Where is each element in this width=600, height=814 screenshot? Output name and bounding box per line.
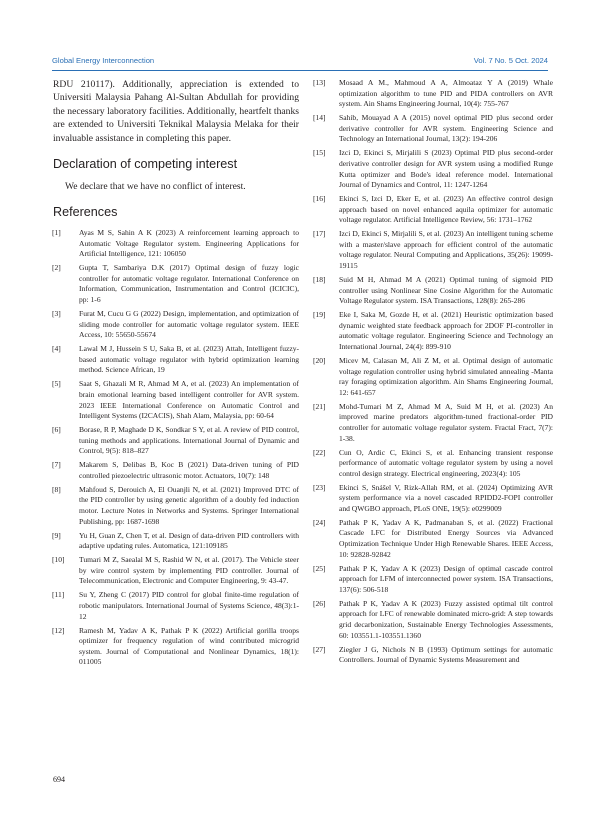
reference-number: [9] <box>52 530 61 540</box>
reference-text: Ayas M S, Sahin A K (2023) A reinforcement learning approach to Automatic Voltage Regulator system. Engineering Applications for Artificial Intelligence, 121: 106050 <box>79 228 299 259</box>
reference-item <box>313 518 553 560</box>
reference-text: Saat S, Ghazali M R, Ahmad M A, et al. (2023) An implementation of brain emotional learning based intelligent controller for AVR system. 2023 IEEE International Conference on Automatic Control and Intelligent Systems (I2CACIS), Shah Alam, Malaysia, pp: 60-64 <box>79 379 299 421</box>
reference-number: [16] <box>313 194 326 204</box>
reference-item <box>313 483 553 515</box>
reference-item <box>313 229 553 271</box>
reference-text: Eke I, Saka M, Gozde H, et al. (2021) Heuristic optimization based dynamic weighted state feedback approach for 2DOF PI-controller in automatic voltage regulator. Engineering Science and Technology an International Journal, 24(4): 899-910 <box>339 310 553 351</box>
reference-number: [13] <box>313 78 326 87</box>
reference-text: Mosaad A M., Mahmoud A A, Almoataz Y A (2019) Whale optimization algorithm to tune PID and PIDA controllers on AVR system. Ain Shams Engineering Journal, 10(4): 755-767 <box>339 78 553 109</box>
reference-item <box>53 263 299 305</box>
reference-number: [20] <box>313 355 326 365</box>
reference-item <box>313 645 553 666</box>
reference-item <box>53 344 299 376</box>
reference-text: Furat M, Cucu G G (2022) Design, implementation, and optimization of sliding mode controller for automatic voltage regulator system. IEEE Access, 10: 55650-55674 <box>79 308 299 340</box>
reference-number: [11] <box>52 590 65 600</box>
reference-number: [8] <box>52 484 61 494</box>
reference-item <box>313 194 553 226</box>
reference-number: [23] <box>313 482 326 492</box>
reference-number: [7] <box>52 460 61 470</box>
header-rule <box>52 70 548 71</box>
reference-number: [19] <box>313 310 326 320</box>
reference-list-left <box>53 228 299 668</box>
reference-item <box>313 148 553 190</box>
reference-item <box>53 460 299 481</box>
reference-item <box>53 531 299 552</box>
reference-item <box>53 228 299 260</box>
reference-text: Pathak P K, Yadav A K, Padmanaban S, et al. (2022) Fractional Cascade LFC for Distributed Energy Sources via Advanced Optimization Technique Under High Renewable Shares. IEEE Access, 10: 92828-92842 <box>339 517 553 559</box>
reference-item <box>313 564 553 596</box>
reference-text: Tumari M Z, Saealal M S, Rashid W N, et al. (2017). The Vehicle steer by wire control system by implementing PID controller. Journal of Telecommunication, Electronic and Computer Engineering, 9: 43-47. <box>79 555 299 586</box>
reference-item <box>53 590 299 622</box>
reference-text: Ziegler J G, Nichols N B (1993) Optimum settings for automatic Controllers. Journal of Dynamic Systems Measurement and <box>339 644 553 665</box>
competing-interest-statement: We declare that we have no conflict of interest. <box>65 181 246 193</box>
reference-text: Izci D, Ekinci S, Mirjalili S, et al. (2023) An intelligent tuning scheme with a master/slave approach for efficient control of the automatic voltage regulator. Neural Computing and Applications, 35(26): 19099-19115 <box>339 229 553 271</box>
reference-number: [2] <box>52 263 61 273</box>
reference-number: [5] <box>52 379 61 389</box>
reference-text: Pathak P K, Yadav A K (2023) Design of optimal cascade control approach for LFM of interconnected power system. ISA Transactions, 137(6): 506-518 <box>339 563 553 594</box>
competing-interest-heading: Declaration of competing interest <box>53 157 238 172</box>
acknowledgement-paragraph: RDU 210117). Additionally, appreciation is extended to Universiti Malaysia Pahang Al-Sultan Abdullah for providing the necessary laboratory facilities. Additionally, heartfelt thanks are extended to Universiti Teknikal Malaysia Melaka for their invaluable assistance in completing this paper. <box>53 79 299 144</box>
reference-text: Mohd-Tumari M Z, Ahmad M A, Suid M H, et al. (2023) An improved marine predators algorithm-tuned fractional-order PID controller for automatic voltage regulator system. Fractal Fract, 7(7): 1-38. <box>339 401 553 443</box>
reference-item <box>53 485 299 527</box>
reference-text: Ramesh M, Yadav A K, Pathak P K (2022) Artificial gorilla troops optimizer for frequency regulation of wind contributed microgrid system. Journal of Computational and Nonlinear Dynamics, 18(1): 011005 <box>79 625 299 667</box>
right-column <box>313 78 553 669</box>
reference-text: Micev M, Calasan M, Ali Z M, et al. Optimal design of automatic voltage regulation controller using hybrid simulated annealing -Manta ray foraging optimization algorithm. Ain Shams Engineering Journal, 12: 641-657 <box>339 355 553 397</box>
reference-text: Pathak P K, Yadav A K (2023) Fuzzy assisted optimal tilt control approach for LFC of renewable dominated micro-grid: A step towards grid decarbonization, Sustainable Energy Technologies Assessments, 60: 103551.1-103551.1360 <box>339 598 553 640</box>
reference-text: Sahib, Mouayad A A (2015) novel optimal PID plus second order derivative controller for AVR system. Engineering Science and Technology an International Journal, 13(2): 194-206 <box>339 113 553 144</box>
reference-text: Su Y, Zheng C (2017) PID control for global finite-time regulation of robotic manipulators. International Journal of Systems Science, 48(3):1-12 <box>79 590 299 621</box>
reference-text: Izci D, Ekinci S, Mirjalili S (2023) Optimal PID plus second-order derivative controller design for AVR system using a modified Runge Kutta optimizer and Bode's ideal reference model. International Journal of Dynamics and Control, 11: 1247-1264 <box>339 148 553 190</box>
reference-item <box>313 275 553 307</box>
reference-item <box>53 425 299 457</box>
reference-number: [1] <box>52 228 61 238</box>
reference-number: [24] <box>313 517 326 527</box>
reference-item <box>313 113 553 145</box>
reference-item <box>53 626 299 668</box>
reference-number: [6] <box>52 425 61 435</box>
reference-item <box>53 309 299 341</box>
reference-text: Ekinci S, Snášel V, Rizk-Allah RM, et al. (2024) Optimizing AVR system performance via a novel cascaded RPIDD2-FOPI controller and QWGBO approach, PLoS ONE, 19(5): e0299009 <box>339 482 553 513</box>
reference-text: Mahfoud S, Derouich A, El Ouanjli N, et al. (2021) Improved DTC of the PID controller by using genetic algorithm of a doubly fed induction motor. Lecture Notes in Networks and Systems. Springer International Publishing, pp: 1687-1698 <box>79 484 299 526</box>
reference-number: [3] <box>52 308 61 318</box>
running-header <box>52 56 548 70</box>
references-heading: References <box>53 205 118 220</box>
reference-number: [18] <box>313 275 326 285</box>
reference-number: [27] <box>313 644 326 654</box>
reference-list-right <box>313 78 553 666</box>
reference-item <box>313 599 553 641</box>
reference-item <box>313 310 553 352</box>
reference-text: Ekinci S, Izci D, Eker E, et al. (2023) An effective control design approach based on novel enhanced aquila optimizer for automatic voltage regulator. Artificial Intelligence Review, 56: 1731–1762 <box>339 194 553 225</box>
reference-number: [26] <box>313 598 326 608</box>
reference-text: Borase, R P, Maghade D K, Sondkar S Y, et al. A review of PID control, tuning methods and applications. International Journal of Dynamic and Control, 9(5): 818–827 <box>79 425 299 456</box>
reference-text: Lawal M J, Hussein S U, Saka B, et al. (2023) Attah, Intelligent fuzzy-based automatic voltage regulator with hybrid optimization learning method. Science African, 19 <box>79 344 299 375</box>
reference-number: [25] <box>313 563 326 573</box>
reference-item <box>313 448 553 480</box>
reference-item <box>53 555 299 587</box>
reference-number: [15] <box>313 148 326 158</box>
reference-number: [21] <box>313 401 326 411</box>
reference-item <box>313 402 553 444</box>
reference-number: [4] <box>52 344 61 354</box>
reference-number: [22] <box>313 447 326 457</box>
reference-item <box>53 379 299 421</box>
issue-info: Vol. 7 No. 5 Oct. 2024 <box>473 56 548 65</box>
reference-number: [17] <box>313 229 326 239</box>
left-column <box>53 78 299 671</box>
reference-text: Suid M H, Ahmad M A (2021) Optimal tuning of sigmoid PID controller using Nonlinear Sine Cosine Algorithm for the Automatic Voltage Regulator system. ISA Transactions, 128(8): 265-286 <box>339 275 553 306</box>
reference-item <box>313 78 553 110</box>
page-number: 694 <box>53 775 65 784</box>
reference-text: Yu H, Guan Z, Chen T, et al. Design of data-driven PID controllers with adaptive updating rules. Automatica, 121:109185 <box>79 530 299 551</box>
reference-number: [12] <box>52 625 65 635</box>
journal-name: Global Energy Interconnection <box>52 56 155 65</box>
reference-number: [14] <box>313 113 326 123</box>
reference-item <box>313 356 553 398</box>
reference-number: [10] <box>52 555 65 565</box>
reference-text: Gupta T, Sambariya D.K (2017) Optimal design of fuzzy logic controller for automatic voltage regulator. International Conference on Information, Communication, Instrumentation and Control (ICICIC), pp: 1-6 <box>79 263 299 304</box>
reference-text: Makarem S, Delibas B, Koc B (2021) Data-driven tuning of PID controlled piezoelectric ultrasonic motor. Actuators, 10(7): 148 <box>79 460 299 480</box>
reference-text: Cun O, Ardic C, Ekinci S, et al. Enhancing transient response performance of automatic voltage regulator system by using a novel control design strategy. Electrical engineering, 2023(4): 105 <box>339 447 553 478</box>
